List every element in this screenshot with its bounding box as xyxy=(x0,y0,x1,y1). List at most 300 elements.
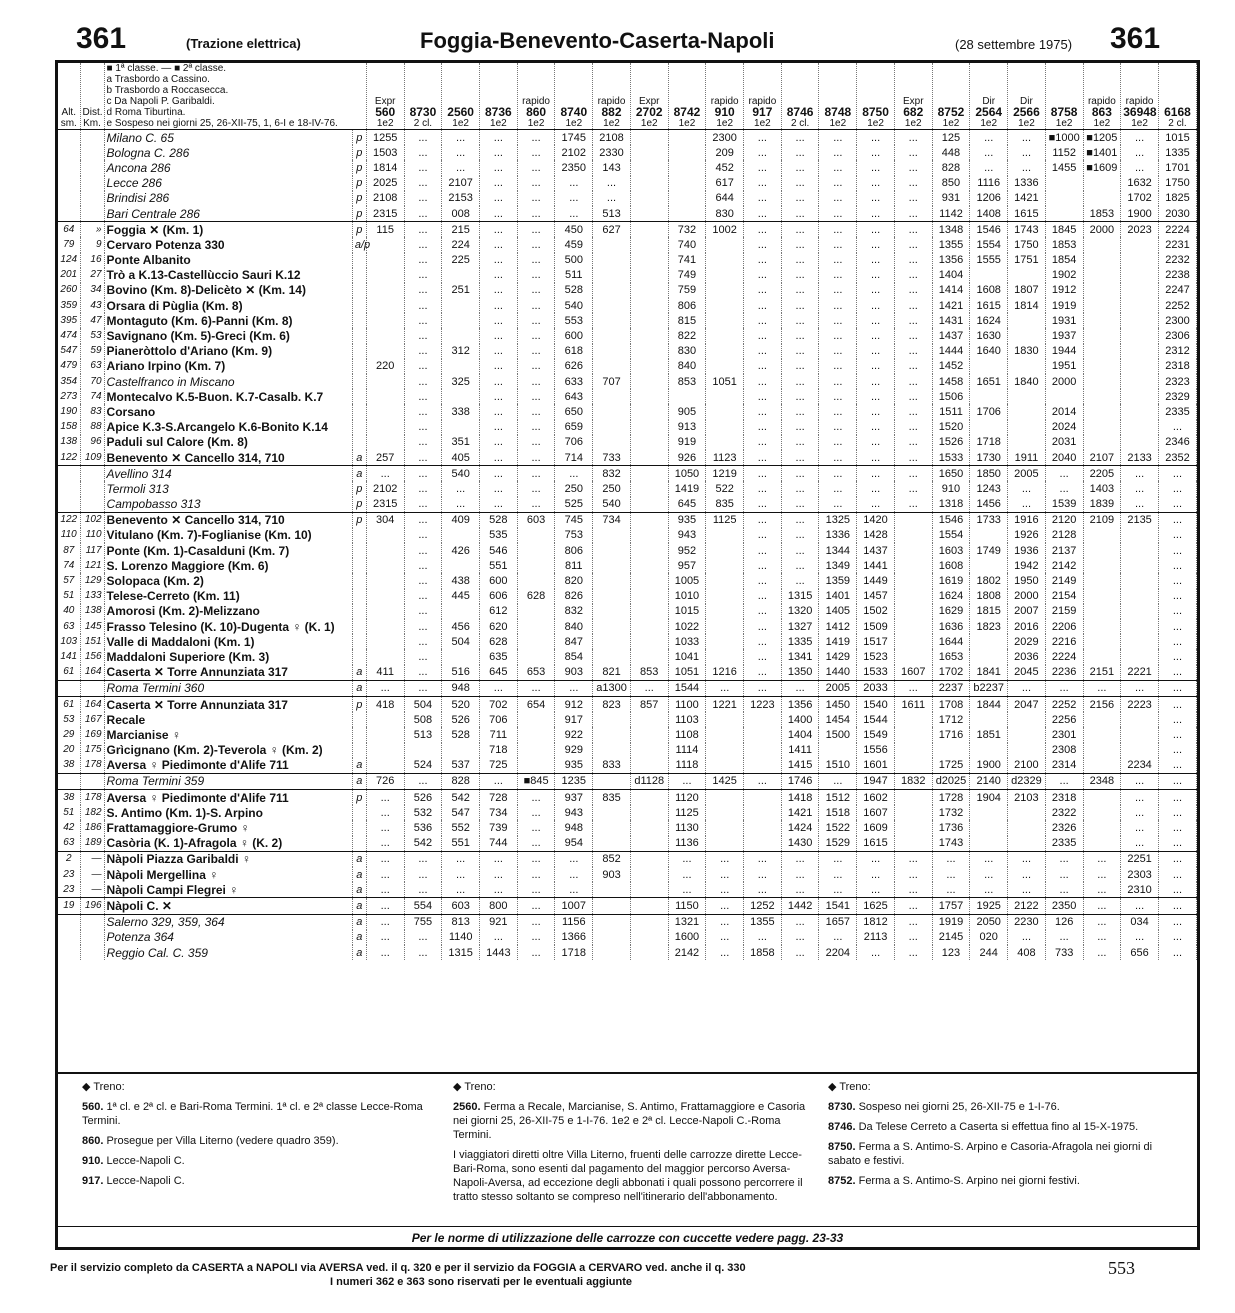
time-cell: ... xyxy=(819,882,857,898)
train-num: 2566 xyxy=(1013,105,1040,119)
time-cell: ... xyxy=(744,680,782,696)
time-cell: 123 xyxy=(932,945,970,960)
train-cls: 1e2 xyxy=(1055,118,1073,129)
time-cell xyxy=(517,528,555,543)
bottom-note-service: Per il servizio completo da CASERTA a NAPOLI via AVERSA ved. il q. 320 e per il servizio da FOGGIA a CERVARO ved. anche il q. 330 xyxy=(50,1262,746,1274)
train-type: rapido xyxy=(597,96,626,107)
time-cell: ... xyxy=(404,222,442,238)
time-cell: ... xyxy=(819,359,857,374)
time-cell: ... xyxy=(781,160,819,175)
arr-dep-marker: a xyxy=(352,898,366,914)
legend-line: a Trasbordo a Cassino. xyxy=(106,74,210,85)
time-cell: 2029 xyxy=(1008,634,1046,649)
time-cell: 405 xyxy=(442,450,480,466)
station-name: Maddaloni Superiore (Km. 3) xyxy=(104,649,352,664)
time-cell: ... xyxy=(894,882,932,898)
time-cell: ... xyxy=(781,298,819,313)
altitude xyxy=(58,206,80,222)
time-cell xyxy=(630,867,668,882)
time-cell: 513 xyxy=(593,206,631,222)
time-cell xyxy=(630,328,668,343)
time-cell: ... xyxy=(404,268,442,283)
station-name: Ancona 286 xyxy=(104,160,352,175)
time-cell: 1441 xyxy=(857,558,895,573)
time-cell: ... xyxy=(744,481,782,496)
station-row xyxy=(58,573,1197,588)
time-cell: 1440 xyxy=(819,665,857,681)
train-header-row xyxy=(58,63,1197,130)
legend-cell xyxy=(104,63,366,130)
time-cell: 115 xyxy=(366,222,404,238)
station-name: Bologna C. 286 xyxy=(104,145,352,160)
time-cell xyxy=(706,404,744,419)
train-header xyxy=(517,63,555,130)
time-cell: 2221 xyxy=(1121,665,1159,681)
distance xyxy=(80,481,104,496)
time-cell: 338 xyxy=(442,404,480,419)
time-cell xyxy=(442,604,480,619)
time-cell: 759 xyxy=(668,283,706,298)
time-cell xyxy=(744,790,782,806)
time-cell: ... xyxy=(1008,497,1046,513)
time-cell: 1716 xyxy=(932,727,970,742)
time-cell xyxy=(630,528,668,543)
time-cell: ... xyxy=(744,930,782,945)
time-cell xyxy=(1121,389,1159,404)
altitude: 122 xyxy=(58,512,80,528)
time-cell: ... xyxy=(366,945,404,960)
station-name: Bari Centrale 286 xyxy=(104,206,352,222)
time-cell: 1951 xyxy=(1045,359,1083,374)
footnotes xyxy=(58,1072,1197,1224)
time-cell xyxy=(668,206,706,222)
station-row xyxy=(58,237,1197,252)
train-cls: 1e2 xyxy=(754,118,771,129)
time-cell: ... xyxy=(1158,573,1196,588)
time-cell: 1051 xyxy=(668,665,706,681)
time-cell xyxy=(630,649,668,664)
footnote xyxy=(82,1174,442,1188)
time-cell: ... xyxy=(744,313,782,328)
time-cell: 526 xyxy=(404,790,442,806)
time-cell: ... xyxy=(744,573,782,588)
time-cell xyxy=(630,344,668,359)
time-cell xyxy=(706,589,744,604)
time-cell: ... xyxy=(442,130,480,146)
time-cell xyxy=(593,435,631,450)
time-cell: ... xyxy=(404,543,442,558)
time-cell xyxy=(517,649,555,664)
time-cell: ... xyxy=(819,328,857,343)
time-cell xyxy=(366,649,404,664)
train-num: 8742 xyxy=(673,105,701,119)
distance: 178 xyxy=(80,758,104,774)
time-cell: 1520 xyxy=(932,420,970,435)
footnote-train: 2560. xyxy=(453,1101,484,1113)
time-cell: 1807 xyxy=(1008,283,1046,298)
time-cell xyxy=(1121,435,1159,450)
time-cell xyxy=(894,528,932,543)
time-cell: 1418 xyxy=(781,790,819,806)
time-cell xyxy=(630,435,668,450)
time-cell: ... xyxy=(781,512,819,528)
time-cell: 2224 xyxy=(1158,222,1196,238)
time-cell xyxy=(970,558,1008,573)
time-cell xyxy=(1121,543,1159,558)
time-cell: ... xyxy=(706,930,744,945)
arr-dep-marker xyxy=(352,589,366,604)
station-name: Recale xyxy=(104,712,352,727)
train-cls: 1e2 xyxy=(678,118,696,129)
time-cell: 2005 xyxy=(1008,466,1046,482)
time-cell: ... xyxy=(404,634,442,649)
time-cell: 2322 xyxy=(1045,805,1083,820)
time-cell xyxy=(630,604,668,619)
time-cell: 628 xyxy=(480,634,518,649)
notes-column-1 xyxy=(82,1080,442,1194)
time-cell: 1235 xyxy=(555,773,593,789)
time-cell: 540 xyxy=(555,298,593,313)
time-cell: ... xyxy=(480,497,518,513)
altitude: 38 xyxy=(58,790,80,806)
altitude xyxy=(58,176,80,191)
time-cell: ... xyxy=(819,191,857,206)
time-cell xyxy=(630,404,668,419)
altitude: 2 xyxy=(58,851,80,867)
time-cell: ... xyxy=(1158,851,1196,867)
time-cell: 935 xyxy=(668,512,706,528)
time-cell xyxy=(970,712,1008,727)
train-num: 682 xyxy=(903,105,924,119)
time-cell xyxy=(744,727,782,742)
time-cell: 728 xyxy=(480,790,518,806)
time-cell xyxy=(1121,649,1159,664)
time-cell: ... xyxy=(1121,805,1159,820)
arr-dep-marker xyxy=(352,283,366,298)
time-cell: 1640 xyxy=(970,344,1008,359)
time-cell: 1424 xyxy=(781,820,819,835)
page-title: Foggia-Benevento-Caserta-Napoli xyxy=(420,28,775,53)
time-cell: ... xyxy=(781,867,819,882)
time-cell: 744 xyxy=(480,836,518,852)
time-cell: ... xyxy=(744,665,782,681)
time-cell: 1419 xyxy=(668,481,706,496)
time-cell: ... xyxy=(404,130,442,146)
time-cell: 1125 xyxy=(668,805,706,820)
time-cell xyxy=(630,283,668,298)
time-cell: ... xyxy=(819,298,857,313)
time-cell: 1902 xyxy=(1045,268,1083,283)
time-cell: 1518 xyxy=(819,805,857,820)
page-number-left: 361 xyxy=(76,22,127,55)
time-cell: 546 xyxy=(480,543,518,558)
train-type: Expr xyxy=(374,96,396,107)
time-cell: 854 xyxy=(555,649,593,664)
time-cell: 2300 xyxy=(1158,313,1196,328)
footnote-train: 560. xyxy=(82,1101,107,1113)
altitude: 479 xyxy=(58,359,80,374)
time-cell: ... xyxy=(480,313,518,328)
time-cell: ... xyxy=(480,359,518,374)
time-cell: ... xyxy=(1045,882,1083,898)
train-header xyxy=(1158,63,1196,130)
time-cell: ... xyxy=(404,619,442,634)
time-cell xyxy=(630,374,668,389)
time-cell: ... xyxy=(857,176,895,191)
time-cell: 1539 xyxy=(1045,497,1083,513)
station-row xyxy=(58,851,1197,867)
time-cell xyxy=(970,420,1008,435)
time-cell: ... xyxy=(442,851,480,867)
time-cell: ... xyxy=(480,435,518,450)
station-row xyxy=(58,743,1197,758)
time-cell: ... xyxy=(781,253,819,268)
time-cell: ... xyxy=(819,206,857,222)
time-cell: 2109 xyxy=(1083,512,1121,528)
time-cell: 1100 xyxy=(668,696,706,712)
time-cell xyxy=(1083,404,1121,419)
distance: 43 xyxy=(80,298,104,313)
train-type: rapido xyxy=(748,96,777,107)
time-cell: 1443 xyxy=(480,945,518,960)
time-cell: 552 xyxy=(442,820,480,835)
distance: 182 xyxy=(80,805,104,820)
time-cell: ... xyxy=(819,481,857,496)
arr-dep-marker: a xyxy=(352,466,366,482)
time-cell: ... xyxy=(1158,649,1196,664)
time-cell: ... xyxy=(857,867,895,882)
arr-dep-marker: a xyxy=(352,680,366,696)
time-cell: ... xyxy=(857,344,895,359)
distance: 178 xyxy=(80,790,104,806)
time-cell xyxy=(366,253,404,268)
time-cell: 126 xyxy=(1045,914,1083,930)
time-cell: ... xyxy=(366,898,404,914)
station-name: Orsara di Pùglia (Km. 8) xyxy=(104,298,352,313)
distance: 133 xyxy=(80,589,104,604)
arr-dep-marker xyxy=(352,573,366,588)
time-cell: ... xyxy=(517,206,555,222)
train-cls: 1e2 xyxy=(565,118,583,129)
time-cell: ... xyxy=(555,867,593,882)
time-cell: ... xyxy=(1121,680,1159,696)
time-cell xyxy=(1083,805,1121,820)
time-cell: ... xyxy=(1158,758,1196,774)
station-row xyxy=(58,191,1197,206)
time-cell xyxy=(442,313,480,328)
time-cell: ... xyxy=(857,145,895,160)
time-cell: ... xyxy=(1083,867,1121,882)
distance: 186 xyxy=(80,820,104,835)
time-cell: ... xyxy=(1121,898,1159,914)
time-cell: ... xyxy=(517,176,555,191)
time-cell xyxy=(1121,573,1159,588)
time-cell: 325 xyxy=(442,374,480,389)
time-cell xyxy=(706,604,744,619)
time-cell: 1533 xyxy=(857,665,895,681)
time-cell xyxy=(1008,712,1046,727)
time-cell: ... xyxy=(781,481,819,496)
time-cell xyxy=(1008,313,1046,328)
time-cell: 2000 xyxy=(1008,589,1046,604)
distance: 167 xyxy=(80,712,104,727)
time-cell: ... xyxy=(480,191,518,206)
time-cell: ... xyxy=(517,914,555,930)
time-cell: ... xyxy=(1158,790,1196,806)
time-cell: 733 xyxy=(593,450,631,466)
time-cell: ... xyxy=(1045,481,1083,496)
time-cell xyxy=(593,898,631,914)
time-cell xyxy=(1121,268,1159,283)
distance xyxy=(80,160,104,175)
station-name: Trò a K.13-Castellùccio Sauri K.12 xyxy=(104,268,352,283)
time-cell: 600 xyxy=(480,573,518,588)
time-cell: 1919 xyxy=(932,914,970,930)
time-cell: ... xyxy=(819,930,857,945)
time-cell: 1050 xyxy=(668,466,706,482)
distance xyxy=(80,466,104,482)
time-cell: 1925 xyxy=(970,898,1008,914)
time-cell: ... xyxy=(819,344,857,359)
time-cell: 1041 xyxy=(668,649,706,664)
time-cell: 1355 xyxy=(932,237,970,252)
arr-dep-marker: p xyxy=(352,696,366,712)
time-cell: 1750 xyxy=(1008,237,1046,252)
time-cell xyxy=(1045,191,1083,206)
footnote-text: Lecce-Napoli C. xyxy=(106,1155,185,1167)
time-cell: ... xyxy=(857,435,895,450)
distance: 121 xyxy=(80,558,104,573)
train-num: 8750 xyxy=(862,105,889,119)
time-cell: 1341 xyxy=(781,649,819,664)
time-cell: 537 xyxy=(442,758,480,774)
page-number-bottom: 553 xyxy=(1108,1258,1135,1278)
time-cell xyxy=(1008,389,1046,404)
time-cell xyxy=(1083,359,1121,374)
distance: 169 xyxy=(80,727,104,742)
time-cell xyxy=(1121,634,1159,649)
time-cell xyxy=(706,634,744,649)
time-cell: 1336 xyxy=(1008,176,1046,191)
time-cell: 917 xyxy=(555,712,593,727)
time-cell: ... xyxy=(517,945,555,960)
arr-dep-marker: p xyxy=(352,512,366,528)
time-cell: 1823 xyxy=(970,619,1008,634)
time-cell: ... xyxy=(404,773,442,789)
time-cell: 1401 xyxy=(819,589,857,604)
time-cell: ... xyxy=(744,466,782,482)
time-cell: ... xyxy=(932,882,970,898)
time-cell: 1609 xyxy=(857,820,895,835)
time-cell: ... xyxy=(480,176,518,191)
time-cell: ... xyxy=(517,481,555,496)
page-header xyxy=(0,22,1235,62)
time-cell: ... xyxy=(366,836,404,852)
time-cell: 2306 xyxy=(1158,328,1196,343)
time-cell: ... xyxy=(894,930,932,945)
time-cell xyxy=(1083,328,1121,343)
train-type: Dir xyxy=(982,96,996,107)
time-cell: 654 xyxy=(517,696,555,712)
station-name: Valle di Maddaloni (Km. 1) xyxy=(104,634,352,649)
time-cell: 1512 xyxy=(819,790,857,806)
time-cell: 2016 xyxy=(1008,619,1046,634)
time-cell: ... xyxy=(744,191,782,206)
time-cell: 1937 xyxy=(1045,328,1083,343)
time-cell: 513 xyxy=(404,727,442,742)
time-cell: ... xyxy=(1158,836,1196,852)
time-cell: ... xyxy=(404,283,442,298)
time-cell: 1421 xyxy=(1008,191,1046,206)
time-cell xyxy=(630,237,668,252)
time-cell: 1600 xyxy=(668,930,706,945)
footnote-train: 910. xyxy=(82,1155,107,1167)
time-cell: ... xyxy=(517,497,555,513)
time-cell xyxy=(366,604,404,619)
time-cell: 1356 xyxy=(932,253,970,268)
time-cell: 1629 xyxy=(932,604,970,619)
time-cell xyxy=(404,743,442,758)
time-cell: ... xyxy=(894,176,932,191)
time-cell: 1421 xyxy=(781,805,819,820)
time-cell: 2252 xyxy=(1158,298,1196,313)
time-cell xyxy=(630,930,668,945)
arr-dep-marker: a xyxy=(352,882,366,898)
time-cell: ... xyxy=(857,466,895,482)
time-cell: ... xyxy=(404,435,442,450)
bottom-note-reserved: I numeri 362 e 363 sono riservati per le eventuali aggiunte xyxy=(330,1276,633,1288)
time-cell: 1701 xyxy=(1158,160,1196,175)
arr-dep-marker: p xyxy=(352,790,366,806)
time-cell: 450 xyxy=(555,222,593,238)
time-cell: 2000 xyxy=(1083,222,1121,238)
distance: 156 xyxy=(80,649,104,664)
time-cell: 1223 xyxy=(744,696,782,712)
altitude: 87 xyxy=(58,543,80,558)
distance xyxy=(80,680,104,696)
train-cls: 1e2 xyxy=(980,118,998,129)
time-cell: 1456 xyxy=(970,497,1008,513)
time-cell: ... xyxy=(1158,773,1196,789)
station-row xyxy=(58,176,1197,191)
time-cell xyxy=(706,712,744,727)
time-cell xyxy=(706,313,744,328)
time-cell: 603 xyxy=(442,898,480,914)
time-cell: ... xyxy=(744,283,782,298)
train-num: 882 xyxy=(601,105,622,119)
time-cell: 536 xyxy=(404,820,442,835)
time-cell: 707 xyxy=(593,374,631,389)
time-cell: 1444 xyxy=(932,344,970,359)
train-num: 8730 xyxy=(409,105,437,119)
train-header xyxy=(857,63,895,130)
time-cell: ... xyxy=(404,374,442,389)
arr-dep-marker: p xyxy=(352,130,366,146)
time-cell: 1746 xyxy=(781,773,819,789)
time-cell: 726 xyxy=(366,773,404,789)
time-cell: ... xyxy=(781,930,819,945)
station-row xyxy=(58,820,1197,835)
time-cell: ... xyxy=(404,512,442,528)
time-cell: 2154 xyxy=(1045,589,1083,604)
time-cell: 2102 xyxy=(366,481,404,496)
time-cell: 926 xyxy=(668,450,706,466)
time-cell: 1926 xyxy=(1008,528,1046,543)
time-cell xyxy=(706,790,744,806)
time-cell: 304 xyxy=(366,512,404,528)
arr-dep-marker: a xyxy=(352,773,366,789)
time-cell xyxy=(744,743,782,758)
